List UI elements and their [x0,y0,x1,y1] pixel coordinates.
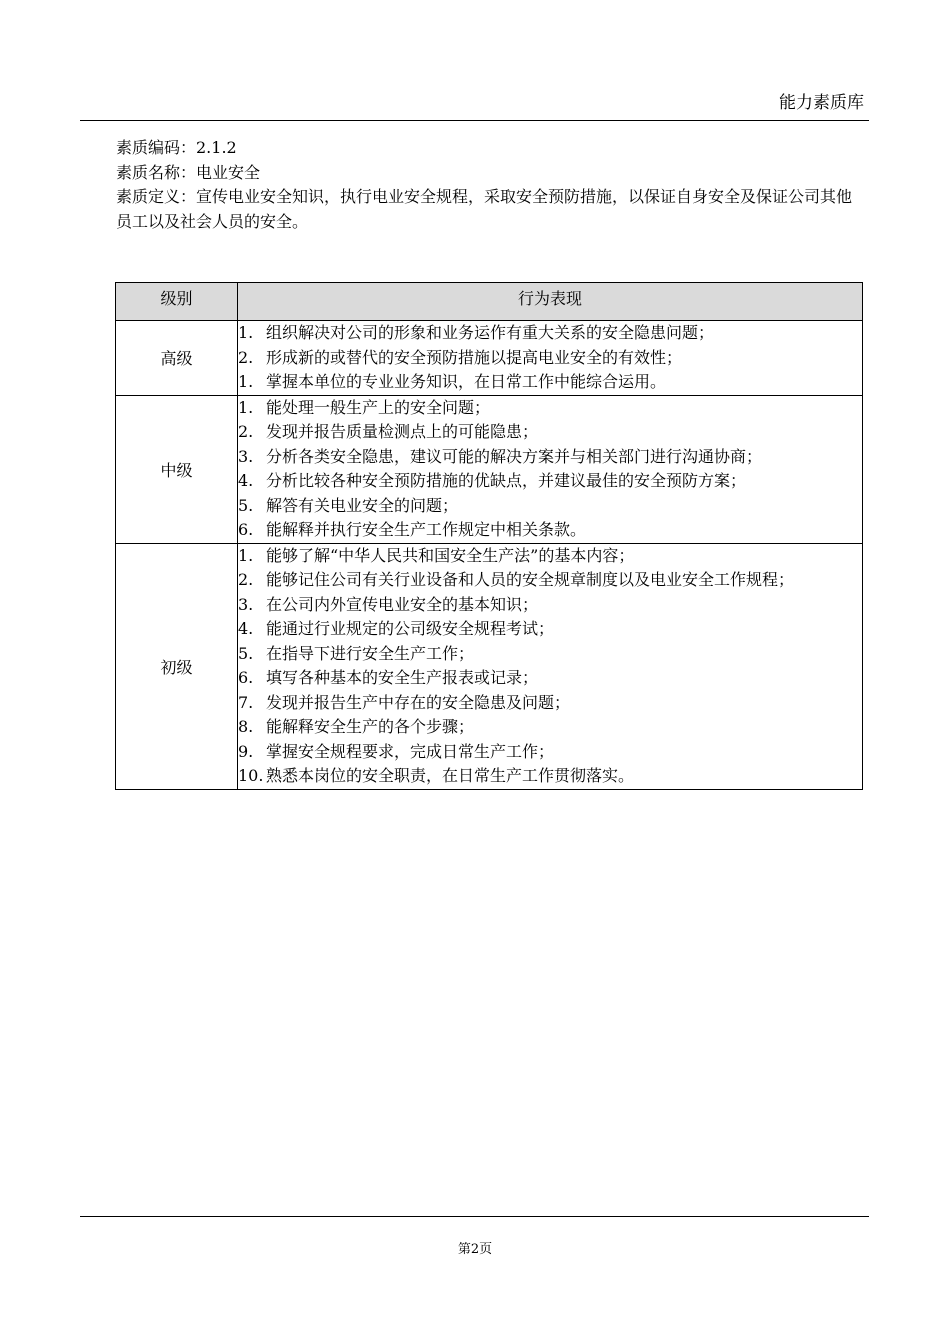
item-text: 能处理一般生产上的安全问题； [266,397,491,417]
item-number: 5. [238,495,254,515]
table-row [116,395,863,543]
list-item [238,518,862,543]
list-item [238,420,862,445]
item-number: 2. [238,570,254,589]
item-number: 10. [238,766,264,785]
table-row [116,321,863,396]
behavior-list [238,321,862,395]
level-label: 中级 [116,395,238,543]
item-number: 6. [238,668,254,687]
table-row [116,543,863,789]
list-item [238,544,862,569]
item-text: 发现并报告生产中存在的安全隐患及问题； [266,692,571,712]
header-behavior: 行为表现 [238,283,863,321]
competency-code: 素质编码：2.1.2 [116,138,237,157]
item-number: 1. [238,323,254,342]
list-item [238,445,862,470]
item-number: 8. [238,717,254,736]
item-text: 熟悉本岗位的安全职责，在日常生产工作贯彻落实。 [266,766,635,785]
behavior-list [238,544,862,789]
item-text: 掌握安全规程要求，完成日常生产工作； [266,741,555,761]
competency-meta [116,136,864,234]
table-header-row [116,283,863,321]
list-item [238,593,862,618]
competency-name: 素质名称：电业安全 [116,162,261,182]
list-item [238,396,862,421]
page-header-title: 能力素质库 [779,93,864,113]
item-text: 在公司内外宣传电业安全的基本知识； [266,594,539,614]
list-item [238,617,862,642]
item-number: 2. [238,422,254,441]
item-text: 能够了解“中华人民共和国安全生产法”的基本内容； [266,545,635,565]
list-item [238,666,862,691]
item-number: 3. [238,594,254,614]
item-text: 形成新的或替代的安全预防措施以提高电业安全的有效性； [266,347,683,367]
level-label: 初级 [116,543,238,789]
competency-definition: 素质定义：宣传电业安全知识，执行电业安全规程，采取安全预防措施，以保证自身安全及保证公司其他员工以及社会人员的安全。 [116,187,853,231]
item-number: 2. [238,347,254,367]
item-text: 能够记住公司有关行业设备和人员的安全规章制度以及电业安全工作规程； [266,570,795,589]
list-item [238,715,862,740]
item-number: 6. [238,520,254,539]
item-number: 1. [238,545,254,565]
behavior-list [238,396,862,543]
list-item [238,691,862,716]
item-number: 5. [238,643,254,663]
item-number: 3. [238,446,254,466]
item-text: 能解释并执行安全生产工作规定中相关条款。 [266,520,587,539]
list-item [238,469,862,494]
list-item [238,346,862,371]
item-number: 9. [238,741,254,761]
item-text: 在指导下进行安全生产工作； [266,643,475,663]
level-label: 高级 [116,321,238,396]
list-item [238,370,862,395]
list-item [238,568,862,593]
footer-divider [80,1216,869,1217]
list-item [238,642,862,667]
item-text: 能解释安全生产的各个步骤； [266,717,475,736]
header-level: 级别 [116,283,238,321]
behavior-cell [238,543,863,789]
table-body [116,321,863,790]
list-item [238,764,862,789]
behavior-cell [238,321,863,396]
item-text: 填写各种基本的安全生产报表或记录； [266,668,539,687]
item-text: 分析比较各种安全预防措施的优缺点，并建议最佳的安全预防方案； [266,471,747,490]
item-text: 能通过行业规定的公司级安全规程考试； [266,619,555,638]
item-number: 4. [238,619,254,638]
header-divider [80,120,869,121]
item-number: 1. [238,397,254,417]
item-number: 4. [238,471,254,490]
item-text: 分析各类安全隐患，建议可能的解决方案并与相关部门进行沟通协商； [266,446,763,466]
behavior-levels-table [115,282,863,790]
item-text: 掌握本单位的专业业务知识，在日常工作中能综合运用。 [266,372,667,391]
list-item [238,494,862,519]
item-text: 组织解决对公司的形象和业务运作有重大关系的安全隐患问题； [266,323,715,342]
list-item [238,321,862,346]
item-number: 7. [238,692,254,712]
page-number: 第2页 [457,1242,493,1257]
list-item [238,740,862,765]
item-text: 解答有关电业安全的问题； [266,495,459,515]
behavior-cell [238,395,863,543]
item-text: 发现并报告质量检测点上的可能隐患； [266,422,539,441]
item-number: 1. [238,372,254,391]
